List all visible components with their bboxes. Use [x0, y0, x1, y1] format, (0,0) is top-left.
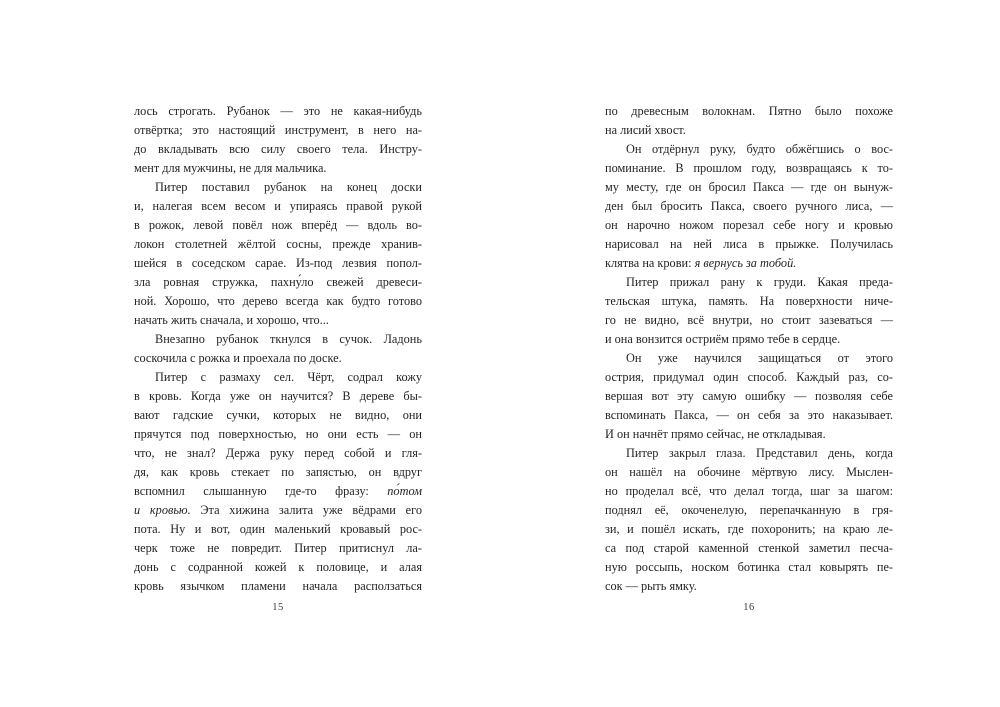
text-line: нарисовал на ней лиса в прыжке. Получилась: [605, 237, 893, 251]
text-line: начать жить сначала, и хорошо, что...: [134, 313, 329, 327]
text-line: зла ровная стружка, пахну́ло свежей древеси-: [134, 275, 422, 289]
text-line: клятва на крови: я вернусь за тобой.: [605, 256, 797, 270]
text-line: тельская штука, память. На поверхности ниче-: [605, 294, 893, 308]
text-line: Питер поставил рубанок на конец доски: [155, 180, 422, 194]
text-line: вспомнил слышанную где-то фразу: по́том: [134, 484, 422, 498]
text-line: на лисий хвост.: [605, 123, 686, 137]
text-line: Он уже научился защищаться от этого: [626, 351, 893, 365]
text-line: что, не знал? Держа руку перед собой и гля-: [134, 446, 422, 460]
text-line: зи, и пошёл искать, где похоронить; на краю ле-: [605, 522, 893, 536]
text-line: сок — рыть ямку.: [605, 579, 697, 593]
text-line: вершая вот эту самую ошибку — позволяя себе: [605, 389, 893, 403]
text-line: поминание. В прошлом году, возвращаясь к то-: [605, 161, 893, 175]
text-line: са под старой каменной стенкой заметил песча-: [605, 541, 893, 555]
text-line: и, налегая всем весом и упираясь правой рукой: [134, 199, 422, 213]
text-line: и кровью. Эта хижина залита уже вёдрами его: [134, 503, 422, 517]
page-number-right: 16: [743, 602, 755, 613]
text-line: и она вонзится остриём прямо тебе в сердце.: [605, 332, 841, 346]
page-text-right: [605, 102, 893, 596]
text-line: поднял её, окоченелую, перепачканную в гря-: [605, 503, 893, 517]
text-line: в рожок, левой повёл нож вперёд — вдоль во-: [134, 218, 422, 232]
text-line: ден был бросить Пакса, своего ручного лиса, —: [605, 199, 893, 213]
text-line: он нашёл на обочине мёртвую лису. Мыслен-: [605, 465, 893, 479]
text-line: донь с содранной кожей к половице, и алая: [134, 560, 422, 574]
text-line: но проделал всё, что делал тогда, шаг за шагом:: [605, 484, 893, 498]
text-line: черк тоже не повредит. Питер притиснул ла-: [134, 541, 422, 555]
text-line: острия, придумал один способ. Каждый раз, со-: [605, 370, 893, 384]
text-line: отвёртка; это настоящий инструмент, в него на-: [134, 123, 422, 137]
text-line: дя, как кровь стекает по запястью, он вдруг: [134, 465, 422, 479]
text-line: в кровь. Когда уже он научится? В дереве бы-: [134, 389, 422, 403]
text-line: вают гадские сучки, которых не видно, они: [134, 408, 422, 422]
text-line: вспоминать Пакса, — он себя за это наказывает.: [605, 408, 893, 422]
text-line: лось строгать. Рубанок — это не какая-нибудь: [134, 104, 422, 118]
text-line: ную россыпь, носком ботинка стал ковырять пе-: [605, 560, 893, 574]
text-line: Внезапно рубанок ткнулся в сучок. Ладонь: [155, 332, 422, 346]
book-page-right: [605, 102, 893, 613]
text-line: Он отдёрнул руку, будто обжёгшись о вос-: [626, 142, 893, 156]
book-page-left: [134, 102, 422, 613]
text-line: до вкладывать всю силу своего тела. Инстру-: [134, 142, 422, 156]
text-line: прячутся под поверхностью, но они есть — он: [134, 427, 422, 441]
text-line: мент для мужчины, не для мальчика.: [134, 161, 327, 175]
text-line: Питер закрыл глаза. Представил день, когда: [626, 446, 893, 460]
text-line: по древесным волокнам. Пятно было похоже: [605, 104, 893, 118]
text-line: шейся в соседском сарае. Из-под лезвия попол-: [134, 256, 422, 270]
text-line: И он начнёт прямо сейчас, не откладывая.: [605, 427, 826, 441]
text-line: Питер с размаху сел. Чёрт, содрал кожу: [155, 370, 422, 384]
page-number-left: 15: [272, 602, 284, 613]
text-line: он нарочно ножом порезал себе ногу и кровью: [605, 218, 893, 232]
text-line: пота. Ну и вот, один маленький кровавый рос-: [134, 522, 422, 536]
text-line: соскочила с рожка и проехала по доске.: [134, 351, 342, 365]
text-line: локон столетней жёлтой сосны, прежде хранив-: [134, 237, 422, 251]
text-line: кровь язычком пламени начала расползаться: [134, 579, 422, 593]
text-line: му месту, где он бросил Пакса — где он вынуж-: [605, 180, 893, 194]
text-line: ной. Хорошо, что дерево всегда как будто готово: [134, 294, 422, 308]
text-line: Питер прижал рану к груди. Какая преда-: [626, 275, 893, 289]
text-line: го не видно, всё внутри, но стоит зазеваться —: [605, 313, 893, 327]
page-text-left: [134, 102, 422, 596]
